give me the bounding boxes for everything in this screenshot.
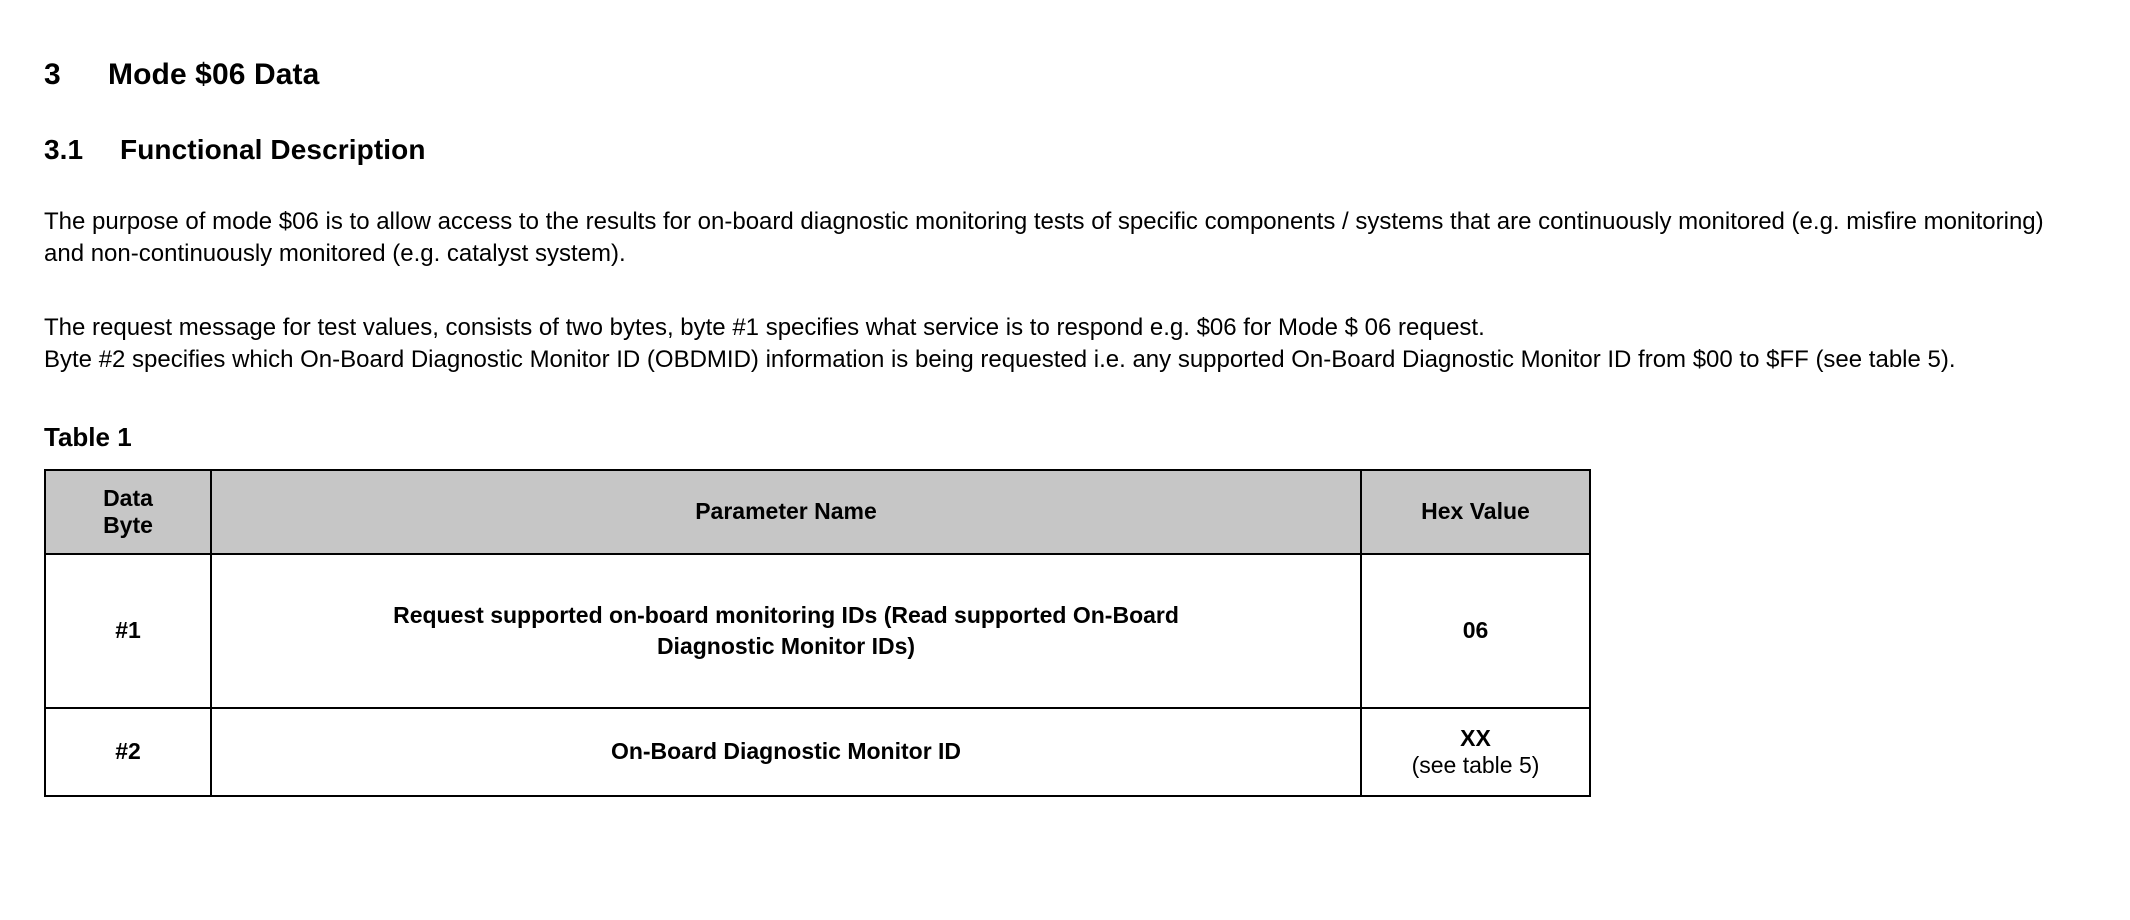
hex-value-note: (see table 5) bbox=[1411, 751, 1540, 778]
column-header-parameter-name: Parameter Name bbox=[211, 470, 1361, 554]
hex-value-main: XX bbox=[1460, 724, 1491, 751]
cell-parameter-name bbox=[211, 554, 1361, 708]
parameter-name-line-1: Request supported on-board monitoring IDs (Read supported On-Board bbox=[393, 601, 1179, 628]
paragraph-request-message bbox=[44, 270, 2084, 376]
subsection-title: Functional Description bbox=[120, 134, 426, 165]
data-byte-line-2: Byte bbox=[103, 511, 153, 538]
subsection-heading bbox=[44, 92, 2086, 166]
section-number: 3 bbox=[44, 58, 61, 91]
cell-hex-value: 06 bbox=[1361, 554, 1590, 708]
paragraph-purpose: The purpose of mode $06 is to allow access to the results for on-board diagnostic monitoring tests of specific components / systems that are continuously monitored (e.g. misfire monitoring) and non-continuously monitored (e.g. catalyst system). bbox=[44, 208, 2044, 267]
table-row bbox=[45, 554, 1590, 708]
cell-data-byte: #2 bbox=[45, 708, 211, 796]
parameter-name-line-2: Diagnostic Monitor IDs) bbox=[656, 632, 916, 659]
data-byte-line-1: Data bbox=[103, 484, 153, 511]
cell-parameter-name: On-Board Diagnostic Monitor ID bbox=[211, 708, 1361, 796]
table-header-row bbox=[45, 470, 1590, 554]
column-header-hex-value: Hex Value bbox=[1361, 470, 1590, 554]
cell-hex-value bbox=[1361, 708, 1590, 796]
mode06-request-table bbox=[44, 469, 1591, 797]
column-header-data-byte bbox=[45, 470, 211, 554]
section-title: Mode $06 Data bbox=[108, 58, 320, 91]
cell-data-byte: #1 bbox=[45, 554, 211, 708]
paragraph-request-line-1: The request message for test values, consists of two bytes, byte #1 specifies what service is to respond e.g. $06 for Mode $ 06 request. bbox=[44, 313, 1485, 341]
section-heading bbox=[44, 48, 2086, 92]
subsection-number: 3.1 bbox=[44, 134, 84, 165]
table-caption: Table 1 bbox=[44, 421, 132, 452]
paragraph-request-line-2: Byte #2 specifies which On-Board Diagnostic Monitor ID (OBDMID) information is being requested i.e. any supported On-Board Diagnostic Monitor ID from $00 to $FF (see table 5). bbox=[44, 345, 1956, 373]
table-row bbox=[45, 708, 1590, 796]
